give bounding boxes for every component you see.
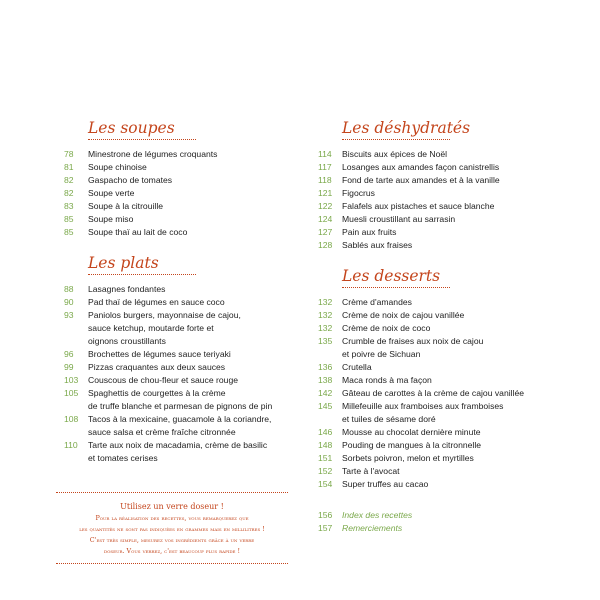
section-soupes (64, 118, 300, 239)
page-number: 90 (64, 297, 74, 307)
toc-entry (318, 213, 554, 226)
page-number: 82 (64, 188, 74, 198)
page-number: 88 (64, 284, 74, 294)
section-title-deshydrates: Les déshydratés (342, 119, 471, 137)
page-number: 81 (64, 162, 74, 172)
page-number: 114 (318, 149, 332, 159)
toc-entry (318, 187, 554, 200)
entry-title: Maca ronds à ma façon (342, 375, 432, 385)
entry-title: Pad thaï de légumes en sauce coco (88, 297, 225, 307)
page-number: 82 (64, 175, 74, 185)
page-number: 96 (64, 349, 74, 359)
entry-title: Remerciements (342, 523, 403, 533)
toc-entry (64, 148, 300, 161)
toc-entry (64, 296, 300, 309)
toc-entry (318, 200, 554, 213)
toc-entry (318, 387, 554, 400)
toc-entry (318, 426, 554, 439)
tip-line: doseur. Vous verrez, c'est beaucoup plus rapide ! (103, 547, 241, 555)
toc-entry (64, 213, 300, 226)
page-number: 135 (318, 336, 333, 346)
section-plats (64, 253, 300, 465)
left-column (64, 118, 300, 465)
toc-entry (64, 187, 300, 200)
page-number: 132 (318, 297, 333, 307)
tip-line: C'est très simple, mesurez vos ingrédients grâce à un verre (89, 536, 255, 544)
entry-title: Soupe à la citrouille (88, 201, 164, 211)
entry-title: Spaghettis de courgettes à la crème de truffe blanche et parmesan de pignons de pin (88, 388, 273, 411)
entry-title: Index des recettes (342, 510, 413, 520)
page-number: 142 (318, 388, 333, 398)
page-number: 122 (318, 201, 333, 211)
toc-entry (64, 226, 300, 239)
entry-title: Figocrus (342, 188, 375, 198)
page-number: 85 (64, 214, 74, 224)
entry-title: Crumble de fraises aux noix de cajou et poivre de Sichuan (342, 336, 484, 359)
title-divider (342, 139, 450, 140)
soupes-list (64, 148, 300, 239)
page-number: 85 (64, 227, 74, 237)
page-number: 108 (64, 414, 79, 424)
toc-entry (318, 174, 554, 187)
entry-title: Millefeuille aux framboises aux framboises et tuiles de sésame doré (342, 401, 504, 424)
right-column (318, 118, 554, 535)
tip-border-top (56, 492, 288, 493)
tip-line: Pour la réalisation des recettes, vous remarquerez que (95, 514, 249, 522)
tip-title: Utilisez un verre doseur ! (120, 502, 224, 511)
entry-title: Tacos à la mexicaine, guacamole à la coriandre, sauce salsa et crème fraîche citronnée (88, 414, 272, 437)
desserts-list (318, 296, 554, 491)
tip-box (56, 492, 288, 564)
section-title-plats: Les plats (88, 254, 159, 272)
toc-entry (64, 387, 300, 413)
plats-list (64, 283, 300, 465)
toc-entry (318, 309, 554, 322)
page-number: 151 (318, 453, 333, 463)
page-number: 156 (318, 510, 333, 520)
page-number: 110 (64, 440, 78, 450)
entry-title: Sorbets poivron, melon et myrtilles (342, 453, 474, 463)
page-number: 132 (318, 323, 333, 333)
page-number: 103 (64, 375, 79, 385)
toc-entry (64, 309, 300, 348)
toc-entry (64, 200, 300, 213)
page-number: 121 (318, 188, 333, 198)
section-title-soupes: Les soupes (88, 119, 175, 137)
toc-entry (64, 439, 300, 465)
entry-title: Sablés aux fraises (342, 240, 413, 250)
page-number: 127 (318, 227, 333, 237)
entry-title: Lasagnes fondantes (88, 284, 166, 294)
extras-list (318, 509, 554, 535)
entry-title: Soupe thaï au lait de coco (88, 227, 188, 237)
entry-title: Brochettes de légumes sauce teriyaki (88, 349, 231, 359)
title-divider (88, 274, 196, 275)
toc-entry (64, 413, 300, 439)
tip-border-bottom (56, 563, 288, 564)
entry-title: Muesli croustillant au sarrasin (342, 214, 456, 224)
section-title-desserts: Les desserts (342, 267, 441, 285)
toc-entry (64, 374, 300, 387)
entry-title: Pain aux fruits (342, 227, 397, 237)
page-number: 132 (318, 310, 333, 320)
toc-entry (318, 148, 554, 161)
title-divider (88, 139, 196, 140)
page-number: 157 (318, 523, 333, 533)
toc-entry (318, 161, 554, 174)
entry-title: Mousse au chocolat dernière minute (342, 427, 481, 437)
entry-title: Soupe verte (88, 188, 135, 198)
page-number: 117 (318, 162, 332, 172)
page-number: 148 (318, 440, 333, 450)
deshydrates-list (318, 148, 554, 252)
toc-entry (318, 452, 554, 465)
entry-title: Paniolos burgers, mayonnaise de cajou, sauce ketchup, moutarde forte et oignons croustillants (88, 310, 241, 346)
page-number: 136 (318, 362, 333, 372)
toc-entry (318, 239, 554, 252)
entry-title: Crème de noix de cajou vanillée (342, 310, 465, 320)
page-number: 145 (318, 401, 333, 411)
entry-title: Soupe chinoise (88, 162, 147, 172)
page-number: 118 (318, 175, 332, 185)
page-number: 105 (64, 388, 79, 398)
entry-title: Pizzas craquantes aux deux sauces (88, 362, 226, 372)
toc-entry (318, 465, 554, 478)
entry-title: Crème d'amandes (342, 297, 412, 307)
toc-entry (64, 283, 300, 296)
section-desserts (318, 266, 554, 535)
page-number: 128 (318, 240, 333, 250)
toc-entry (318, 439, 554, 452)
entry-title: Minestrone de légumes croquants (88, 149, 218, 159)
page-number: 93 (64, 310, 74, 320)
toc-entry (318, 296, 554, 309)
toc-entry (318, 335, 554, 361)
page-number: 83 (64, 201, 74, 211)
entry-title: Gaspacho de tomates (88, 175, 173, 185)
page-number: 99 (64, 362, 74, 372)
toc-entry (318, 478, 554, 491)
toc-entry (318, 522, 554, 535)
entry-title: Losanges aux amandes façon canistrellis (342, 162, 500, 172)
tip-text (56, 513, 288, 557)
entry-title: Soupe miso (88, 214, 134, 224)
entry-title: Gâteau de carottes à la crème de cajou vanillée (342, 388, 525, 398)
entry-title: Fond de tarte aux amandes et à la vanille (342, 175, 500, 185)
toc-entry (64, 348, 300, 361)
page-number: 152 (318, 466, 333, 476)
toc-entry (64, 361, 300, 374)
entry-title: Crutella (342, 362, 372, 372)
toc-entry (64, 174, 300, 187)
toc-entry (318, 374, 554, 387)
toc-entry (318, 400, 554, 426)
page-number: 78 (64, 149, 74, 159)
page-number: 124 (318, 214, 333, 224)
page-number: 138 (318, 375, 333, 385)
entry-title: Tarte à l'avocat (342, 466, 400, 476)
toc-entry (318, 322, 554, 335)
toc-entry (318, 226, 554, 239)
title-divider (342, 287, 450, 288)
toc-entry (64, 161, 300, 174)
page-number: 154 (318, 479, 333, 489)
entry-title: Super truffes au cacao (342, 479, 429, 489)
toc-entry (318, 509, 554, 522)
entry-title: Tarte aux noix de macadamia, crème de basilic et tomates cerises (88, 440, 268, 463)
entry-title: Couscous de chou-fleur et sauce rouge (88, 375, 239, 385)
toc-entry (318, 361, 554, 374)
section-deshydrates (318, 118, 554, 252)
entry-title: Biscuits aux épices de Noël (342, 149, 448, 159)
entry-title: Pouding de mangues à la citronnelle (342, 440, 482, 450)
tip-line: les quantités ne sont pas indiquées en grammes mais en millilitres ! (79, 525, 265, 533)
page-number: 146 (318, 427, 333, 437)
entry-title: Falafels aux pistaches et sauce blanche (342, 201, 495, 211)
entry-title: Crème de noix de coco (342, 323, 431, 333)
